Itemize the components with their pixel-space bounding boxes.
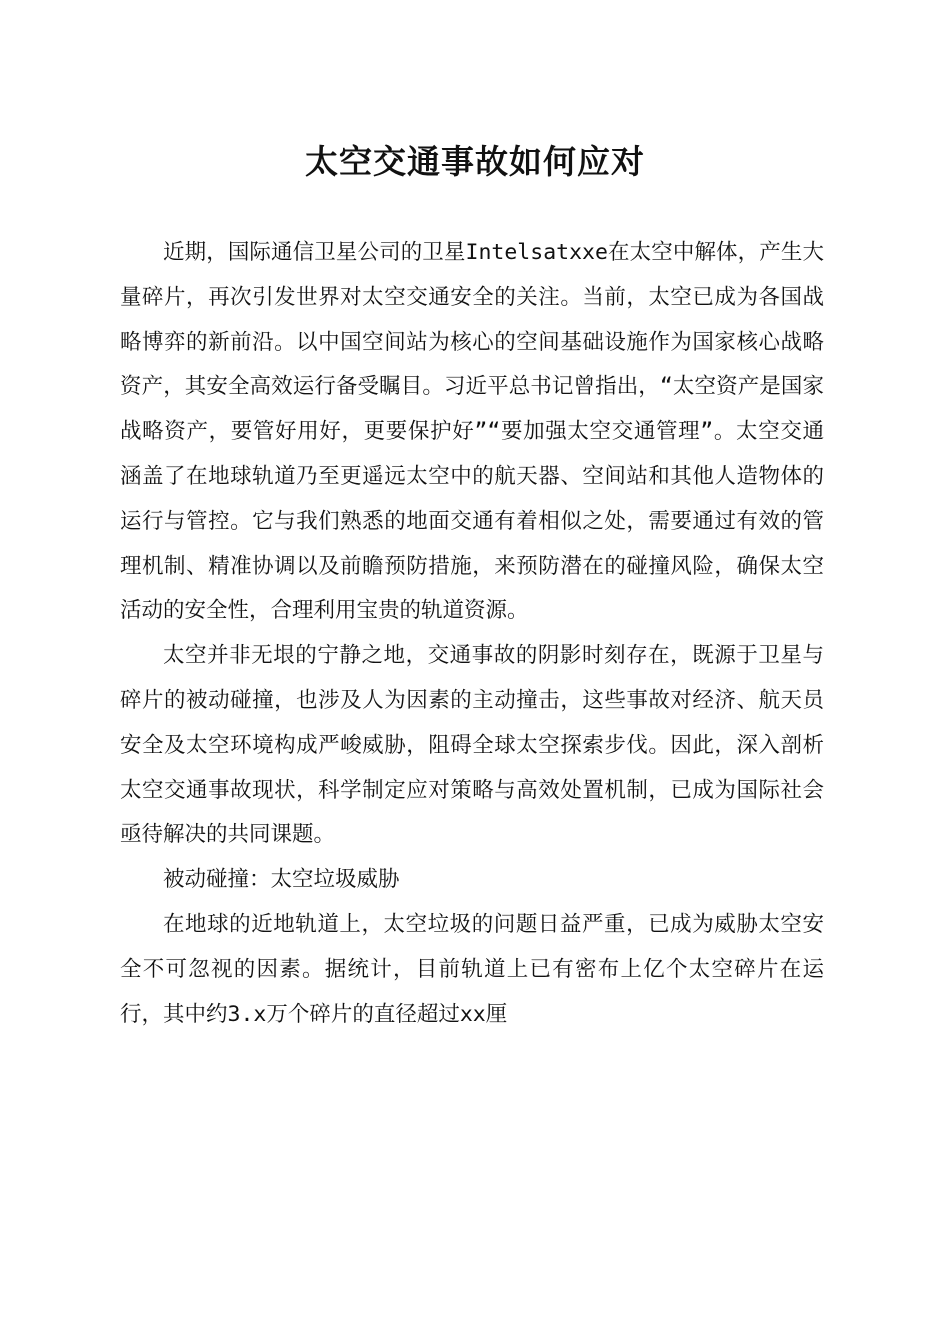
document-body [120, 231, 824, 1037]
section-heading-passive-collision: 被动碰撞：太空垃圾威胁 [163, 867, 400, 893]
document-title: 太空交通事故如何应对 [305, 142, 645, 181]
paragraph-space-debris: 在地球的近地轨道上，太空垃圾的问题日益严重，已成为威胁太空安全不可忽视的因素。据统计，目前轨道上已有密布上亿个太空碎片在运行，其中约3.x万个碎片的直径超过xx厘 [120, 911, 824, 1027]
paragraph-threats: 太空并非无垠的宁静之地，交通事故的阴影时刻存在，既源于卫星与碎片的被动碰撞，也涉及人为因素的主动撞击，这些事故对经济、航天员安全及太空环境构成严峻威胁，阻碍全球太空探索步伐。因此，深入剖析太空交通事故现状，科学制定应对策略与高效处置机制，已成为国际社会亟待解决的共同课题。 [120, 643, 824, 848]
paragraph-intro: 近期，国际通信卫星公司的卫星Intelsatxxe在太空中解体，产生大量碎片，再次引发世界对太空交通安全的关注。当前，太空已成为各国战略博弈的新前沿。以中国空间站为核心的空间基础设施作为国家核心战略资产，其安全高效运行备受瞩目。习近平总书记曾指出，“太空资产是国家战略资产，要管好用好，更要保护好”“要加强太空交通管理”。太空交通涵盖了在地球轨道乃至更遥远太空中的航天器、空间站和其他人造物体的运行与管控。它与我们熟悉的地面交通有着相似之处，需要通过有效的管理机制、精准协调以及前瞻预防措施，来预防潜在的碰撞风险，确保太空活动的安全性，合理利用宝贵的轨道资源。 [120, 240, 824, 624]
